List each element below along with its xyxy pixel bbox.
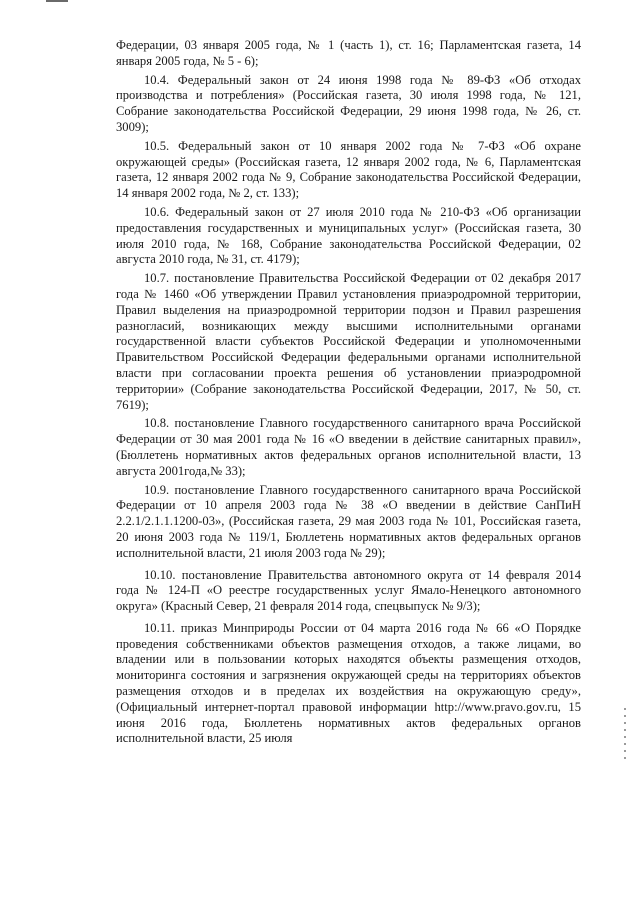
paragraph-10-9: 10.9. постановление Главного государственного санитарного врача Российской Федерации от 10 апреля 2003 года № 38 «О введении в действие СанПиН 2.2.1/2.1.1.1200-03», (Российская газета, 29 мая 2003 года № 101, Российская газета, 20 июня 2003 года № 119/1, Бюллетень нормативных актов федеральных органов исполнительной власти, 21 июля 2003 года № 29); (116, 482, 581, 560)
paragraph-10-7: 10.7. постановление Правительства Российской Федерации от 02 декабря 2017 года № 1460 «Об утверждении Правил установления приаэродромной территории, Правил выделения на приаэродромной территории подзон и Правил разрешения разногласий, возникающих между высшими исполнительными органами государственной власти субъектов Российской Федерации и уполномоченными Правительством Российской Федерации федеральными органами исполнительной власти при согласовании проекта решения об установлении приаэродромной территории» (Собрание законодательства Российской Федерации, 2017, № 50, ст. 7619); (116, 271, 581, 412)
paragraph-10-10: 10.10. постановление Правительства автономного округа от 14 февраля 2014 года № 124-П «О реестре государственных услуг Ямало-Ненецкого автономного округа» (Красный Север, 21 февраля 2014 года, спецвыпуск № 9/3); (116, 567, 581, 614)
paragraph-10-11: 10.11. приказ Минприроды России от 04 марта 2016 года № 66 «О Порядке проведения собственниками объектов размещения отходов, а также лицами, во владении или в пользовании которых находятся объекты размещения отходов, мониторинга состояния и загрязнения окружающей среды на территориях объектов размещения отходов и в пределах их воздействия на окружающую среду», (Официальный интернет-портал правовой информации http://www.pravo.gov.ru, 15 июня 2016 года, Бюллетень нормативных актов федеральных органов исполнительной власти, 25 июля (116, 620, 581, 746)
paragraph-continuation: Федерации, 03 января 2005 года, № 1 (часть 1), ст. 16; Парламентская газета, 14 января 2005 года, № 5 - 6); (116, 38, 581, 68)
scan-corner-mark (46, 0, 68, 2)
document-body (116, 38, 581, 750)
paragraph-10-5: 10.5. Федеральный закон от 10 января 2002 года № 7-ФЗ «Об охране окружающей среды» (Российская газета, 12 января 2002 года, № 6, Парламентская газета, 12 января 2002 года № 9, Собрание законодательства Российской Федерации, 14 января 2002 года, № 2, ст. 133); (116, 138, 581, 201)
scan-edge-marks (624, 708, 626, 763)
paragraph-10-8: 10.8. постановление Главного государственного санитарного врача Российской Федерации от 30 мая 2001 года № 16 «О введении в действие санитарных правил», (Бюллетень нормативных актов федеральных органов исполнительной власти, 13 августа 2001года,№ 33); (116, 416, 581, 478)
paragraph-10-6: 10.6. Федеральный закон от 27 июля 2010 года № 210-ФЗ «Об организации предоставления государственных и муниципальных услуг» (Российская газета, 30 июля 2010 года, № 168, Собрание законодательства Российской Федерации, 02 августа 2010 года, № 31, ст. 4179); (116, 204, 581, 267)
paragraph-10-4: 10.4. Федеральный закон от 24 июня 1998 года № 89-ФЗ «Об отходах производства и потребления» (Российская газета, 30 июля 1998 года, № 121, Собрание законодательства Российской Федерации, 29 июня 1998 года, № 26, ст. 3009); (116, 72, 581, 134)
